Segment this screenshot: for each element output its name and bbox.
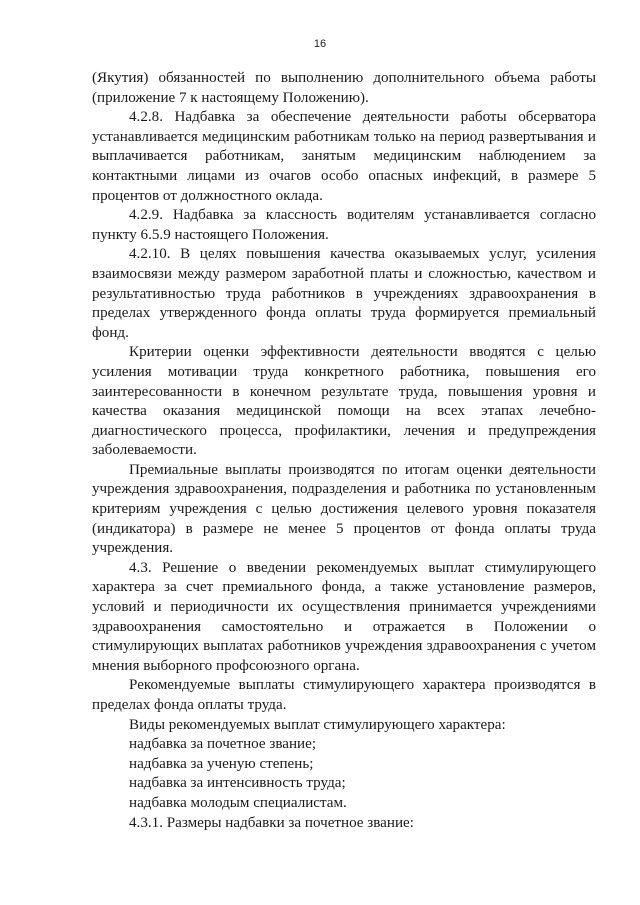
list-item: надбавка за ученую степень;: [129, 755, 314, 772]
paragraph-4-3: 4.3. Решение о введении рекомендуемых выплат стимулирующего характера за счет премиального фонда, а также установление размеров, условий и периодичности их осуществления принимается учреждениями здравоохранения самостоятельно и отражается в Положении о стимулирующих выплатах работников учреждения здравоохранения с учетом мнения выборного профсоюзного органа.: [92, 559, 596, 674]
paragraph-payment-types: Виды рекомендуемых выплат стимулирующего характера:: [129, 716, 506, 733]
paragraph-continuation: (Якутия) обязанностей по выполнению дополнительного объема работы (приложение 7 к настоящему Положению).: [92, 70, 596, 106]
paragraph-4-3-1: 4.3.1. Размеры надбавки за почетное звание:: [129, 814, 414, 831]
paragraph-recommended-payments: Рекомендуемые выплаты стимулирующего характера производятся в пределах фонда оплаты труда.: [92, 677, 596, 713]
list-item: надбавка за интенсивность труда;: [129, 775, 346, 792]
paragraph-4-2-8: 4.2.8. Надбавка за обеспечение деятельности работы обсерватора устанавливается медицинским работникам только на период развертывания и выплачивается работникам, занятым медицинским наблюдением за контактными лицами из очагов особо опасных инфекций, в размере 5 процентов от должностного оклада.: [92, 109, 596, 204]
document-body: [92, 69, 596, 833]
list-item: надбавка молодым специалистам.: [129, 794, 347, 811]
paragraph-4-2-9: 4.2.9. Надбавка за классность водителям устанавливается согласно пункту 6.5.9 настоящего Положения.: [92, 207, 596, 243]
paragraph-premium-payments: Премиальные выплаты производятся по итогам оценки деятельности учреждения здравоохранения, подразделения и работника по установленным критериям учреждения с целью достижения целевого уровня показателя (индикатора) в размере не менее 5 процентов от фонда оплаты труда учреждения.: [92, 461, 596, 557]
page-number: 16: [313, 38, 327, 50]
list-item: надбавка за почетное звание;: [129, 736, 317, 753]
paragraph-criteria: Критерии оценки эффективности деятельности вводятся с целью усиления мотивации труда конкретного работника, повышения его заинтересованности в конечном результате труда, повышения уровня и качества оказания медицинской помощи на всех этапах лечебно-диагностического процесса, профилактики, лечения и предупреждения заболеваемости.: [92, 344, 596, 459]
paragraph-4-2-10: 4.2.10. В целях повышения качества оказываемых услуг, усиления взаимосвязи между размером заработной платы и сложностью, качеством и результативностью труда работников в учреждениях здравоохранения в пределах утвержденного фонда оплаты труда формируется премиальный фонд.: [92, 246, 596, 341]
